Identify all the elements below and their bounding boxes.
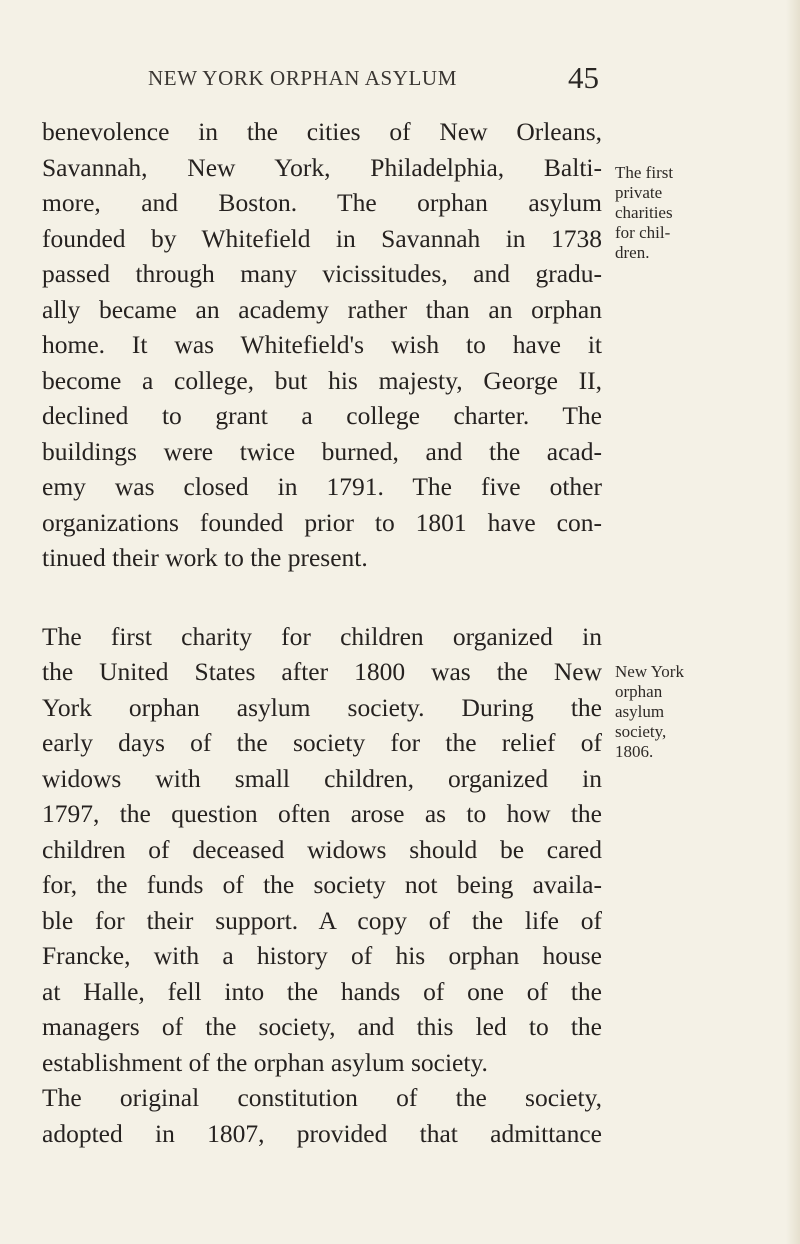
text-line: become a college, but his majesty, George II, <box>42 365 602 395</box>
margin-note-line: orphan <box>615 682 663 701</box>
margin-note-line: New York <box>615 662 684 681</box>
text-line: widows with small children, organized in <box>42 763 602 793</box>
text-line: The first charity for children organized in <box>42 621 602 651</box>
page-edge-shadow <box>786 0 800 1244</box>
text-line: organizations founded prior to 1801 have con- <box>42 507 602 537</box>
margin-note-new-york-orphan-asylum <box>615 662 684 762</box>
text-line: passed through many vicissitudes, and gradu- <box>42 259 602 288</box>
text-line: emy was closed in 1791. The five other <box>42 472 602 501</box>
margin-note-line: The first <box>615 163 674 182</box>
margin-note-line: for chil- <box>615 223 671 242</box>
margin-note-line: asylum <box>615 702 665 721</box>
text-line: buildings were twice burned, and the acad- <box>42 436 602 466</box>
text-line: the United States after 1800 was the New <box>42 657 602 686</box>
text-line: Francke, with a history of his orphan house <box>42 941 602 970</box>
margin-note-line: society, <box>615 722 667 741</box>
text-line: more, and Boston. The orphan asylum <box>42 188 602 217</box>
text-line: at Halle, fell into the hands of one of the <box>42 976 602 1006</box>
text-line: benevolence in the cities of New Orleans, <box>42 117 602 146</box>
margin-note-line: dren. <box>615 243 650 262</box>
text-line: founded by Whitefield in Savannah in 1738 <box>42 223 602 253</box>
text-line: 1797, the question often arose as to how the <box>42 799 602 828</box>
margin-note-line: 1806. <box>615 742 654 761</box>
paragraph-2 <box>42 619 602 1152</box>
text-line: tinued their work to the present. <box>42 543 368 572</box>
text-line: adopted in 1807, provided that admittance <box>42 1118 602 1148</box>
text-line: home. It was Whitefield's wish to have it <box>42 330 602 359</box>
text-line: children of deceased widows should be cared <box>42 834 602 864</box>
margin-note-line: charities <box>615 203 673 222</box>
text-line: for, the funds of the society not being availa- <box>42 870 602 899</box>
body-text <box>42 114 602 1151</box>
page-number: 45 <box>568 60 599 95</box>
text-line: ble for their support. A copy of the life of <box>42 905 602 935</box>
text-line: York orphan asylum society. During the <box>42 692 602 722</box>
margin-note-line: private <box>615 183 663 202</box>
text-line: declined to grant a college charter. The <box>42 401 602 430</box>
text-line: managers of the society, and this led to the <box>42 1012 602 1041</box>
text-line: establishment of the orphan asylum society. <box>42 1047 488 1077</box>
running-title: NEW YORK ORPHAN ASYLUM <box>148 66 457 90</box>
margin-note-private-charities <box>615 163 673 263</box>
paragraph-1 <box>42 114 602 576</box>
running-head <box>0 60 800 100</box>
text-line: Savannah, New York, Philadelphia, Balti- <box>42 152 602 182</box>
text-line: The original constitution of the society, <box>42 1083 602 1112</box>
text-line: early days of the society for the relief of <box>42 728 602 757</box>
text-line: ally became an academy rather than an orphan <box>42 294 602 324</box>
